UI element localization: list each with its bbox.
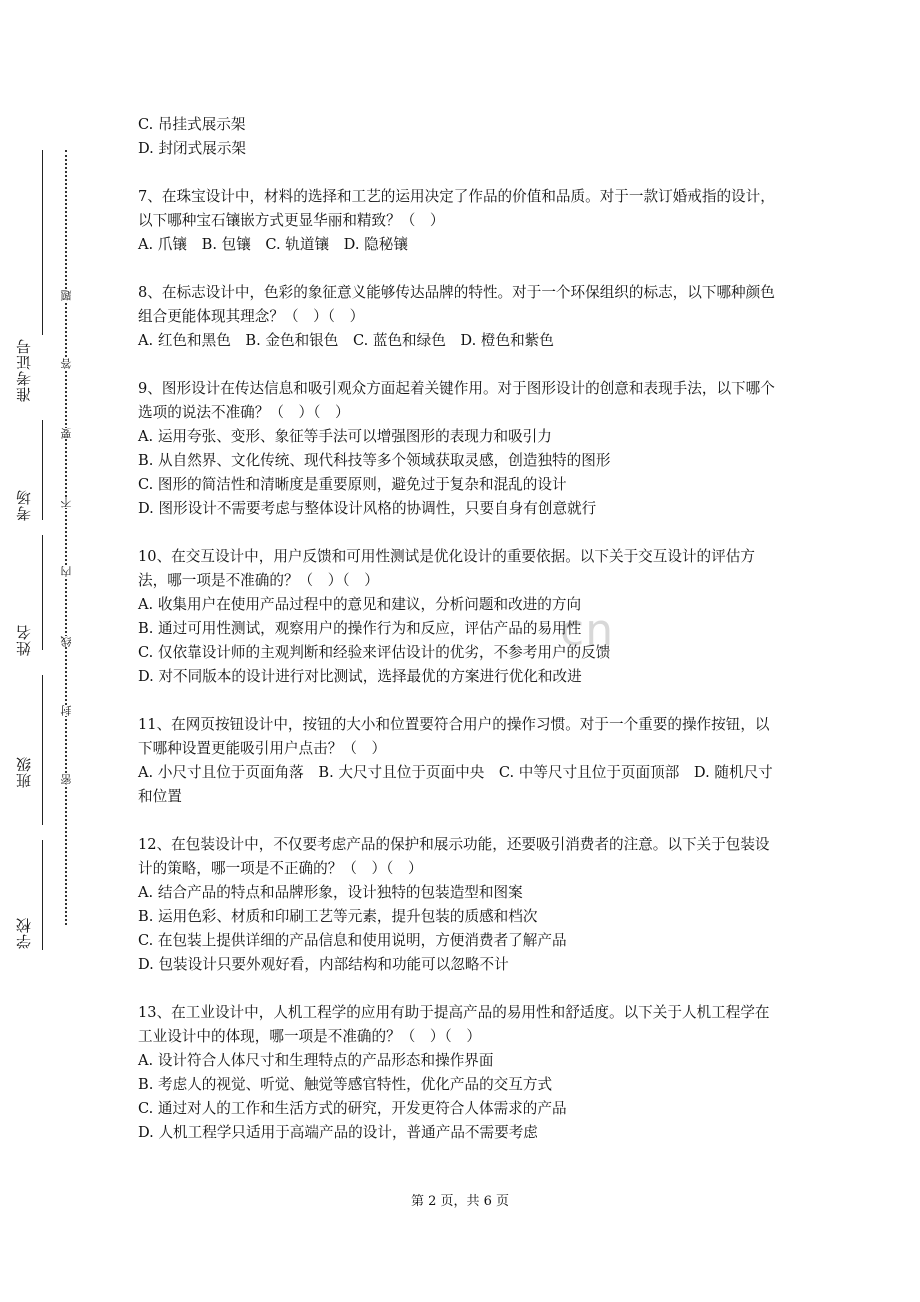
question-stem: 13、在工业设计中，人机工程学的应用有助于提高产品的易用性和舒适度。以下关于人机工程学在工业设计中的体现，哪一项是不准确的？（ ）（ ） (138, 1004, 770, 1045)
question-stem: 11、在网页按钮设计中，按钮的大小和位置要符合用户的操作习惯。对于一个重要的操作按钮，以下哪种设置更能吸引用户点击？（ ） (138, 716, 770, 757)
question-8 (138, 281, 783, 353)
seal-char: 不 (60, 497, 73, 508)
seal-char: 线 (60, 636, 73, 647)
exam-room-label: 考场 (15, 489, 33, 521)
question-12 (138, 833, 783, 977)
question-11 (138, 713, 783, 809)
question-content (138, 113, 783, 1145)
binding-margin (0, 150, 60, 950)
name-label: 姓名 (15, 624, 33, 656)
option-c: C. 在包装上提供详细的产品信息和使用说明，方便消费者了解产品 (138, 932, 567, 949)
name-line (42, 535, 43, 650)
question-options: A. 爪镶 B. 包镶 C. 轨道镶 D. 隐秘镶 (138, 236, 408, 253)
question-stem: 9、图形设计在传达信息和吸引观众方面起着关键作用。对于图形设计的创意和表现手法，以下哪个选项的说法不准确？（ ）（ ） (138, 380, 775, 421)
option-d: D. 人机工程学只适用于高端产品的设计，普通产品不需要考虑 (138, 1124, 538, 1141)
exam-room-line (42, 420, 43, 520)
class-line (42, 675, 43, 825)
seal-char: 封 (60, 705, 73, 716)
question-stem: 12、在包装设计中，不仅要考虑产品的保护和展示功能，还要吸引消费者的注意。以下关于包装设计的策略，哪一项是不正确的？（ ）（ ） (138, 836, 770, 877)
question-stem: 7、在珠宝设计中，材料的选择和工艺的运用决定了作品的价值和品质。对于一款订婚戒指的设计，以下哪种宝石镶嵌方式更显华丽和精致？（ ） (138, 188, 775, 229)
school-line (42, 840, 43, 950)
option-b: B. 运用色彩、材质和印刷工艺等元素，提升包装的质感和档次 (138, 908, 538, 925)
seal-char: 要 (60, 428, 73, 439)
option-d: D. 图形设计不需要考虑与整体设计风格的协调性，只要自身有创意就行 (138, 500, 597, 517)
seal-dotted-line (65, 150, 67, 925)
option-c: C. 仅依靠设计师的主观判断和经验来评估设计的优劣，不参考用户的反馈 (138, 644, 611, 661)
seal-char: 答 (60, 358, 73, 369)
seal-char: 题 (60, 290, 73, 301)
option-d: D. 包装设计只要外观好看，内部结构和功能可以忽略不计 (138, 956, 509, 973)
watermark: cn (560, 605, 615, 656)
question-options: A. 红色和黑色 B. 金色和银色 C. 蓝色和绿色 D. 橙色和紫色 (138, 332, 554, 349)
option-d: D. 对不同版本的设计进行对比测试，选择最优的方案进行优化和改进 (138, 668, 582, 685)
option-c: C. 通过对人的工作和生活方式的研究，开发更符合人体需求的产品 (138, 1100, 567, 1117)
question-options: A. 小尺寸且位于页面角落 B. 大尺寸且位于页面中央 C. 中等尺寸且位于页面顶部 D. 随机尺寸和位置 (138, 764, 773, 805)
question-stem: 8、在标志设计中，色彩的象征意义能够传达品牌的特性。对于一个环保组织的标志，以下哪种颜色组合更能体现其理念？（ ）（ ） (138, 284, 775, 325)
page-footer: 第 2 页，共 6 页 (410, 1194, 510, 1209)
seal-char: 密 (60, 774, 73, 785)
option-a: A. 运用夸张、变形、象征等手法可以增强图形的表现力和吸引力 (138, 428, 552, 445)
question-9 (138, 377, 783, 521)
question-7 (138, 185, 783, 257)
option-b: B. 通过可用性测试，观察用户的操作行为和反应，评估产品的易用性 (138, 620, 582, 637)
question-10 (138, 545, 783, 689)
option-a: A. 收集用户在使用产品过程中的意见和建议，分析问题和改进的方向 (138, 596, 582, 613)
option-c: C. 吊挂式展示架 (138, 116, 246, 133)
option-a: A. 结合产品的特点和品牌形象，设计独特的包装造型和图案 (138, 884, 523, 901)
school-label: 学校 (15, 917, 33, 949)
exam-id-label: 准考证号 (15, 338, 33, 402)
option-b: B. 从自然界、文化传统、现代科技等多个领域获取灵感，创造独特的图形 (138, 452, 611, 469)
question-stem: 10、在交互设计中，用户反馈和可用性测试是优化设计的重要依据。以下关于交互设计的评估方法，哪一项是不准确的？（ ）（ ） (138, 548, 755, 589)
option-c: C. 图形的简洁性和清晰度是重要原则，避免过于复杂和混乱的设计 (138, 476, 567, 493)
option-a: A. 设计符合人体尺寸和生理特点的产品形态和操作界面 (138, 1052, 494, 1069)
seal-char: 内 (60, 566, 73, 577)
option-b: B. 考虑人的视觉、听觉、触觉等感官特性，优化产品的交互方式 (138, 1076, 553, 1093)
class-label: 班级 (15, 756, 33, 788)
option-d: D. 封闭式展示架 (138, 140, 247, 157)
question-13 (138, 1001, 783, 1145)
exam-id-line (42, 150, 43, 335)
